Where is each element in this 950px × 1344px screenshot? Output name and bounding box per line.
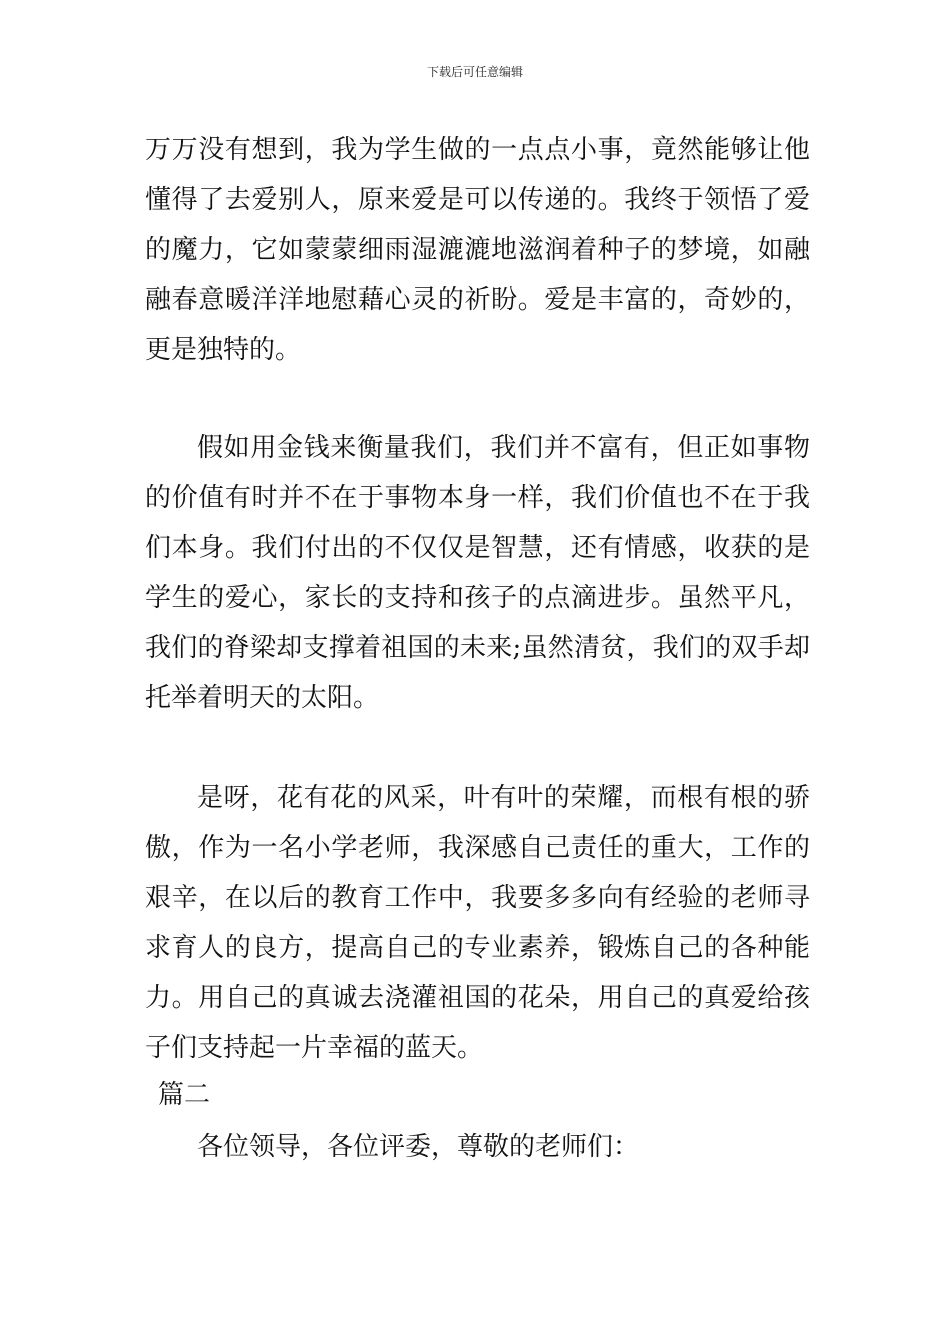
paragraph-2: 假如用金钱来衡量我们，我们并不富有，但正如事物的价值有时并不在于事物本身一样，我们价值也不在于我们本身。我们付出的不仅仅是智慧，还有情感，收获的是学生的爱心，家长的支持和孩子的点滴进步。虽然平凡，我们的脊梁却支撑着祖国的未来;虽然清贫，我们的双手却托举着明天的太阳。 (145, 433, 810, 713)
section-heading: 篇二 (158, 1080, 211, 1110)
paragraph-3: 是呀，花有花的风采，叶有叶的荣耀，而根有根的骄傲，作为一名小学老师，我深感自己责任的重大，工作的艰辛，在以后的教育工作中，我要多多向有经验的老师寻求育人的良方，提高自己的专业素养，锻炼自己的各种能力。用自己的真诚去浇灌祖国的花朵，用自己的真爱给孩子们支持起一片幸福的蓝天。 (145, 783, 810, 1063)
paragraph-1: 万万没有想到，我为学生做的一点点小事，竟然能够让他懂得了去爱别人，原来爱是可以传递的。我终于领悟了爱的魔力，它如蒙蒙细雨湿漉漉地滋润着种子的梦境，如融融春意暖洋洋地慰藉心灵的祈盼。爱是丰富的，奇妙的，更是独特的。 (145, 135, 810, 365)
section-greeting: 各位领导，各位评委，尊敬的老师们： (197, 1132, 640, 1162)
page-header: 下载后可任意编辑 (426, 65, 523, 79)
